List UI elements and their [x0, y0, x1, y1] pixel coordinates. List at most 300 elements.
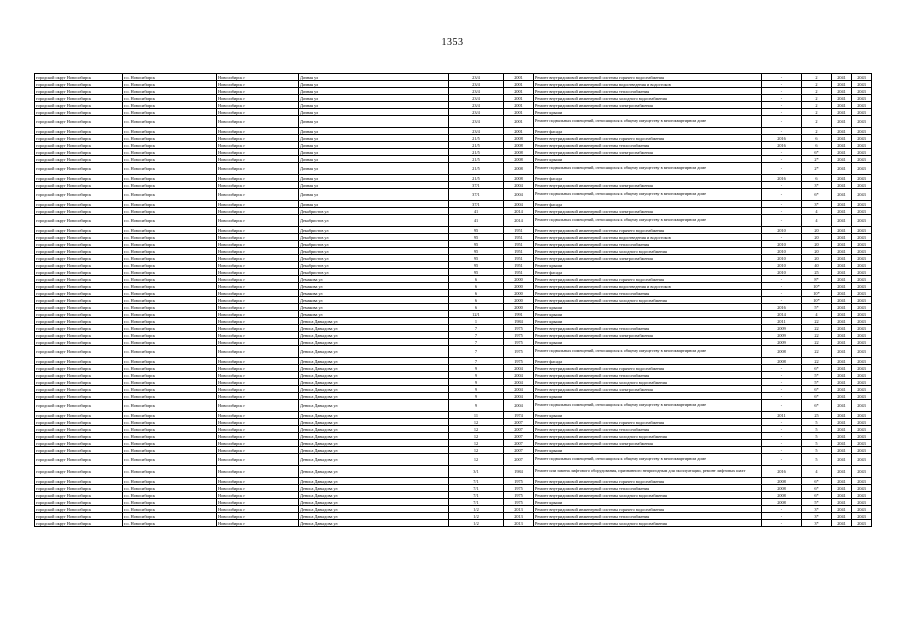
work-type-cell: Ремонт внутридомовой инженерной системы электроснабжения — [534, 182, 762, 189]
plan-end-cell: 2043 — [852, 262, 872, 269]
district-cell: г.о. Новосибирск — [123, 175, 217, 182]
table-row — [35, 492, 872, 499]
street-cell: Дениса Давыдова ул — [299, 433, 449, 440]
district-cell: г.о. Новосибирск — [123, 393, 217, 400]
plan-end-cell: 2043 — [852, 297, 872, 304]
count-cell: 2 — [802, 128, 832, 135]
municipality-cell: городской округ Новосибирск — [35, 520, 123, 527]
plan-end-cell: 2043 — [852, 156, 872, 163]
municipality-cell: городской округ Новосибирск — [35, 499, 123, 506]
count-cell: 3* — [802, 182, 832, 189]
work-type-cell: Ремонт крыши — [534, 109, 762, 116]
municipality-cell: городской округ Новосибирск — [35, 365, 123, 372]
work-type-cell: Ремонт внутридомовой инженерной системы холодного водоснабжения — [534, 520, 762, 527]
city-cell: Новосибирск г — [217, 499, 299, 506]
plan-end-cell: 2043 — [852, 419, 872, 426]
street-cell: Дениса Давыдова ул — [299, 365, 449, 372]
work-type-cell: Ремонт внутридомовой инженерной системы холодного водоснабжения — [534, 95, 762, 102]
plan-end-cell: 2043 — [852, 149, 872, 156]
count-cell: 6* — [802, 485, 832, 492]
municipality-cell: городской округ Новосибирск — [35, 142, 123, 149]
plan-end-cell: 2043 — [852, 290, 872, 297]
table-row — [35, 318, 872, 325]
plan-end-cell: 2043 — [852, 276, 872, 283]
last-repair-year-cell: - — [762, 290, 802, 297]
plan-start-cell: 2041 — [832, 102, 852, 109]
street-cell: Дениса Давыдова ул — [299, 513, 449, 520]
table-row — [35, 412, 872, 419]
count-cell: 5* — [802, 379, 832, 386]
count-cell: 6* — [802, 400, 832, 412]
city-cell: Новосибирск г — [217, 379, 299, 386]
build-year-cell: 2013 — [504, 520, 534, 527]
build-year-cell: 1951 — [504, 269, 534, 276]
plan-start-cell: 2041 — [832, 142, 852, 149]
city-cell: Новосибирск г — [217, 269, 299, 276]
build-year-cell: 2001 — [504, 88, 534, 95]
table-row — [35, 283, 872, 290]
work-type-cell: Ремонт внутридомовой инженерной системы теплоснабжения — [534, 372, 762, 379]
house-cell: 95 — [449, 269, 504, 276]
last-repair-year-cell: - — [762, 116, 802, 128]
city-cell: Новосибирск г — [217, 262, 299, 269]
house-cell: 12 — [449, 433, 504, 440]
city-cell: Новосибирск г — [217, 234, 299, 241]
city-cell: Новосибирск г — [217, 276, 299, 283]
city-cell: Новосибирск г — [217, 325, 299, 332]
table-row — [35, 262, 872, 269]
count-cell: 3* — [802, 513, 832, 520]
plan-start-cell: 2041 — [832, 88, 852, 95]
street-cell: Дачная ул — [299, 109, 449, 116]
house-cell: 1/2 — [449, 513, 504, 520]
plan-end-cell: 2043 — [852, 163, 872, 175]
work-type-cell: Ремонт внутридомовой инженерной системы горячего водоснабжения — [534, 419, 762, 426]
last-repair-year-cell: 2016 — [762, 135, 802, 142]
municipality-cell: городской округ Новосибирск — [35, 412, 123, 419]
count-cell: 20 — [802, 248, 832, 255]
municipality-cell: городской округ Новосибирск — [35, 332, 123, 339]
plan-end-cell: 2043 — [852, 339, 872, 346]
last-repair-year-cell: 2008 — [762, 485, 802, 492]
municipality-cell: городской округ Новосибирск — [35, 102, 123, 109]
house-cell: 12 — [449, 447, 504, 454]
municipality-cell: городской округ Новосибирск — [35, 149, 123, 156]
house-cell: 7 — [449, 339, 504, 346]
table-row — [35, 269, 872, 276]
street-cell: Декабристов ул — [299, 241, 449, 248]
street-cell: Дениса Давыдова ул — [299, 400, 449, 412]
plan-start-cell: 2041 — [832, 466, 852, 478]
plan-start-cell: 2041 — [832, 269, 852, 276]
plan-start-cell: 2041 — [832, 201, 852, 208]
municipality-cell: городской округ Новосибирск — [35, 304, 123, 311]
house-cell: 7/1 — [449, 499, 504, 506]
table-row — [35, 290, 872, 297]
last-repair-year-cell: 2008 — [762, 492, 802, 499]
municipality-cell: городской округ Новосибирск — [35, 241, 123, 248]
last-repair-year-cell: 2011 — [762, 318, 802, 325]
district-cell: г.о. Новосибирск — [123, 372, 217, 379]
plan-end-cell: 2043 — [852, 311, 872, 318]
district-cell: г.о. Новосибирск — [123, 262, 217, 269]
house-cell: 12 — [449, 419, 504, 426]
last-repair-year-cell: 2008 — [762, 346, 802, 358]
street-cell: Декабристов ул — [299, 208, 449, 215]
count-cell: 4 — [802, 215, 832, 227]
work-type-cell: Ремонт внутридомовой инженерной системы теплоснабжения — [534, 142, 762, 149]
plan-start-cell: 2041 — [832, 499, 852, 506]
work-type-cell: Ремонт внутридомовой инженерной системы холодного водоснабжения — [534, 297, 762, 304]
municipality-cell: городской округ Новосибирск — [35, 182, 123, 189]
district-cell: г.о. Новосибирск — [123, 433, 217, 440]
plan-end-cell: 2043 — [852, 201, 872, 208]
plan-end-cell: 2043 — [852, 372, 872, 379]
work-type-cell: Ремонт внутридомовой инженерной системы водоотведения и водостоков — [534, 81, 762, 88]
city-cell: Новосибирск г — [217, 241, 299, 248]
plan-end-cell: 2043 — [852, 175, 872, 182]
count-cell: 20 — [802, 241, 832, 248]
last-repair-year-cell: 2008 — [762, 499, 802, 506]
count-cell: 3* — [802, 506, 832, 513]
house-cell: 95 — [449, 248, 504, 255]
table-row — [35, 433, 872, 440]
plan-start-cell: 2041 — [832, 346, 852, 358]
work-type-cell: Ремонт внутридомовой инженерной системы электроснабжения — [534, 386, 762, 393]
house-cell: 1 — [449, 318, 504, 325]
last-repair-year-cell: - — [762, 215, 802, 227]
work-type-cell: Ремонт внутридомовой инженерной системы электроснабжения — [534, 208, 762, 215]
table-row — [35, 234, 872, 241]
city-cell: Новосибирск г — [217, 142, 299, 149]
count-cell: 5* — [802, 372, 832, 379]
house-cell: 95 — [449, 255, 504, 262]
street-cell: Дениса Давыдова ул — [299, 379, 449, 386]
district-cell: г.о. Новосибирск — [123, 318, 217, 325]
plan-end-cell: 2043 — [852, 95, 872, 102]
table-row — [35, 393, 872, 400]
plan-start-cell: 2041 — [832, 149, 852, 156]
work-type-cell: Ремонт крыши — [534, 412, 762, 419]
build-year-cell: 2004 — [504, 365, 534, 372]
district-cell: г.о. Новосибирск — [123, 241, 217, 248]
municipality-cell: городской округ Новосибирск — [35, 269, 123, 276]
district-cell: г.о. Новосибирск — [123, 88, 217, 95]
work-type-cell: Ремонт внутридомовой инженерной системы холодного водоснабжения — [534, 433, 762, 440]
plan-end-cell: 2043 — [852, 227, 872, 234]
plan-end-cell: 2043 — [852, 248, 872, 255]
build-year-cell: 2013 — [504, 513, 534, 520]
plan-start-cell: 2041 — [832, 311, 852, 318]
work-type-cell: Ремонт подвальных помещений, относящихся к общему имуществу в многоквартирном доме — [534, 454, 762, 466]
plan-end-cell: 2043 — [852, 492, 872, 499]
district-cell: г.о. Новосибирск — [123, 142, 217, 149]
municipality-cell: городской округ Новосибирск — [35, 234, 123, 241]
municipality-cell: городской округ Новосибирск — [35, 393, 123, 400]
city-cell: Новосибирск г — [217, 149, 299, 156]
street-cell: Демакова ул — [299, 297, 449, 304]
district-cell: г.о. Новосибирск — [123, 189, 217, 201]
street-cell: Дачная ул — [299, 156, 449, 163]
build-year-cell: 2000 — [504, 290, 534, 297]
last-repair-year-cell: 2010 — [762, 262, 802, 269]
build-year-cell: 2008 — [504, 175, 534, 182]
municipality-cell: городской округ Новосибирск — [35, 419, 123, 426]
plan-start-cell: 2041 — [832, 365, 852, 372]
build-year-cell: 1974 — [504, 412, 534, 419]
last-repair-year-cell: 2008 — [762, 478, 802, 485]
build-year-cell: 2001 — [504, 74, 534, 81]
city-cell: Новосибирск г — [217, 492, 299, 499]
city-cell: Новосибирск г — [217, 215, 299, 227]
house-cell: 37/1 — [449, 201, 504, 208]
work-type-cell: Ремонт внутридомовой инженерной системы электроснабжения — [534, 440, 762, 447]
count-cell: 10* — [802, 290, 832, 297]
plan-start-cell: 2041 — [832, 116, 852, 128]
table-row — [35, 506, 872, 513]
table-row — [35, 440, 872, 447]
table-row — [35, 386, 872, 393]
district-cell: г.о. Новосибирск — [123, 440, 217, 447]
count-cell: 22 — [802, 358, 832, 365]
plan-start-cell: 2041 — [832, 135, 852, 142]
last-repair-year-cell: 2009 — [762, 325, 802, 332]
street-cell: Дениса Давыдова ул — [299, 520, 449, 527]
plan-end-cell: 2043 — [852, 412, 872, 419]
street-cell: Дениса Давыдова ул — [299, 447, 449, 454]
district-cell: г.о. Новосибирск — [123, 447, 217, 454]
district-cell: г.о. Новосибирск — [123, 412, 217, 419]
build-year-cell: 2001 — [504, 116, 534, 128]
house-cell: 95 — [449, 262, 504, 269]
work-type-cell: Ремонт крыши — [534, 447, 762, 454]
work-type-cell: Ремонт внутридомовой инженерной системы холодного водоснабжения — [534, 379, 762, 386]
plan-end-cell: 2043 — [852, 142, 872, 149]
municipality-cell: городской округ Новосибирск — [35, 175, 123, 182]
table-row — [35, 81, 872, 88]
build-year-cell: 2007 — [504, 433, 534, 440]
table-row — [35, 372, 872, 379]
work-type-cell: Ремонт фасада — [534, 358, 762, 365]
house-cell: 23/4 — [449, 116, 504, 128]
street-cell: Дениса Давыдова ул — [299, 506, 449, 513]
street-cell: Дачная ул — [299, 81, 449, 88]
street-cell: Дачная ул — [299, 95, 449, 102]
table-row — [35, 419, 872, 426]
work-type-cell: Ремонт внутридомовой инженерной системы теплоснабжения — [534, 241, 762, 248]
street-cell: Дачная ул — [299, 135, 449, 142]
work-type-cell: Ремонт крыши — [534, 262, 762, 269]
municipality-cell: городской округ Новосибирск — [35, 290, 123, 297]
last-repair-year-cell: - — [762, 419, 802, 426]
work-type-cell: Ремонт крыши — [534, 156, 762, 163]
work-type-cell: Ремонт подвальных помещений, относящихся к общему имуществу в многоквартирном доме — [534, 215, 762, 227]
work-type-cell: Ремонт внутридомовой инженерной системы водоотведения и водостоков — [534, 283, 762, 290]
city-cell: Новосибирск г — [217, 339, 299, 346]
plan-start-cell: 2041 — [832, 478, 852, 485]
street-cell: Дениса Давыдова ул — [299, 372, 449, 379]
last-repair-year-cell: 2010 — [762, 248, 802, 255]
count-cell: 4 — [802, 466, 832, 478]
plan-end-cell: 2043 — [852, 454, 872, 466]
district-cell: г.о. Новосибирск — [123, 81, 217, 88]
house-cell: 6 — [449, 276, 504, 283]
municipality-cell: городской округ Новосибирск — [35, 135, 123, 142]
municipality-cell: городской округ Новосибирск — [35, 74, 123, 81]
district-cell: г.о. Новосибирск — [123, 116, 217, 128]
street-cell: Дачная ул — [299, 182, 449, 189]
count-cell: 6* — [802, 149, 832, 156]
city-cell: Новосибирск г — [217, 128, 299, 135]
street-cell: Дениса Давыдова ул — [299, 386, 449, 393]
municipality-cell: городской округ Новосибирск — [35, 440, 123, 447]
house-cell: 21/5 — [449, 149, 504, 156]
last-repair-year-cell: - — [762, 433, 802, 440]
plan-end-cell: 2043 — [852, 520, 872, 527]
district-cell: г.о. Новосибирск — [123, 109, 217, 116]
city-cell: Новосибирск г — [217, 433, 299, 440]
municipality-cell: городской округ Новосибирск — [35, 128, 123, 135]
city-cell: Новосибирск г — [217, 135, 299, 142]
house-cell: 23/4 — [449, 109, 504, 116]
plan-start-cell: 2041 — [832, 379, 852, 386]
house-cell: 1/2 — [449, 506, 504, 513]
work-type-cell: Ремонт внутридомовой инженерной системы электроснабжения — [534, 149, 762, 156]
plan-end-cell: 2043 — [852, 332, 872, 339]
plan-start-cell: 2041 — [832, 283, 852, 290]
count-cell: 5 — [802, 419, 832, 426]
last-repair-year-cell: - — [762, 447, 802, 454]
table-row — [35, 102, 872, 109]
last-repair-year-cell: - — [762, 128, 802, 135]
city-cell: Новосибирск г — [217, 189, 299, 201]
house-cell: 41 — [449, 208, 504, 215]
plan-start-cell: 2041 — [832, 248, 852, 255]
table-row — [35, 365, 872, 372]
city-cell: Новосибирск г — [217, 74, 299, 81]
plan-end-cell: 2043 — [852, 393, 872, 400]
work-type-cell: Ремонт крыши — [534, 499, 762, 506]
street-cell: Дениса Давыдова ул — [299, 419, 449, 426]
plan-end-cell: 2043 — [852, 182, 872, 189]
city-cell: Новосибирск г — [217, 182, 299, 189]
last-repair-year-cell: 2014 — [762, 311, 802, 318]
build-year-cell: 1991 — [504, 311, 534, 318]
city-cell: Новосибирск г — [217, 156, 299, 163]
plan-end-cell: 2043 — [852, 440, 872, 447]
work-type-cell: Ремонт крыши — [534, 339, 762, 346]
municipality-cell: городской округ Новосибирск — [35, 255, 123, 262]
street-cell: Дениса Давыдова ул — [299, 412, 449, 419]
house-cell: 12 — [449, 426, 504, 433]
district-cell: г.о. Новосибирск — [123, 248, 217, 255]
table-row — [35, 304, 872, 311]
last-repair-year-cell: 2010 — [762, 255, 802, 262]
street-cell: Дачная ул — [299, 201, 449, 208]
plan-end-cell: 2043 — [852, 189, 872, 201]
city-cell: Новосибирск г — [217, 283, 299, 290]
plan-start-cell: 2041 — [832, 358, 852, 365]
house-cell: 9 — [449, 372, 504, 379]
plan-end-cell: 2043 — [852, 102, 872, 109]
district-cell: г.о. Новосибирск — [123, 215, 217, 227]
work-type-cell: Ремонт внутридомовой инженерной системы горячего водоснабжения — [534, 506, 762, 513]
district-cell: г.о. Новосибирск — [123, 163, 217, 175]
plan-start-cell: 2041 — [832, 318, 852, 325]
last-repair-year-cell: - — [762, 506, 802, 513]
work-type-cell: Ремонт внутридомовой инженерной системы электроснабжения — [534, 332, 762, 339]
work-type-cell: Ремонт фасада — [534, 128, 762, 135]
city-cell: Новосибирск г — [217, 88, 299, 95]
build-year-cell: 1984 — [504, 466, 534, 478]
count-cell: 2 — [802, 81, 832, 88]
city-cell: Новосибирск г — [217, 311, 299, 318]
build-year-cell: 1951 — [504, 241, 534, 248]
table-row — [35, 485, 872, 492]
street-cell: Декабристов ул — [299, 234, 449, 241]
table-row — [35, 175, 872, 182]
plan-end-cell: 2043 — [852, 109, 872, 116]
plan-end-cell: 2043 — [852, 478, 872, 485]
build-year-cell: 2001 — [504, 95, 534, 102]
plan-start-cell: 2041 — [832, 454, 852, 466]
municipality-cell: городской округ Новосибирск — [35, 248, 123, 255]
city-cell: Новосибирск г — [217, 386, 299, 393]
count-cell: 22 — [802, 346, 832, 358]
house-cell: 9 — [449, 400, 504, 412]
last-repair-year-cell: - — [762, 88, 802, 95]
plan-start-cell: 2041 — [832, 433, 852, 440]
plan-end-cell: 2043 — [852, 325, 872, 332]
build-year-cell: 2001 — [504, 109, 534, 116]
plan-start-cell: 2041 — [832, 393, 852, 400]
count-cell: 5 — [802, 440, 832, 447]
municipality-cell: городской округ Новосибирск — [35, 485, 123, 492]
municipality-cell: городской округ Новосибирск — [35, 346, 123, 358]
house-cell: 1/2 — [449, 520, 504, 527]
build-year-cell: 1951 — [504, 234, 534, 241]
last-repair-year-cell: - — [762, 365, 802, 372]
plan-start-cell: 2041 — [832, 262, 852, 269]
work-type-cell: Ремонт крыши — [534, 318, 762, 325]
table-row — [35, 400, 872, 412]
count-cell: 5 — [802, 433, 832, 440]
count-cell: 5* — [802, 499, 832, 506]
last-repair-year-cell: - — [762, 400, 802, 412]
plan-start-cell: 2041 — [832, 513, 852, 520]
municipality-cell: городской округ Новосибирск — [35, 262, 123, 269]
last-repair-year-cell: - — [762, 201, 802, 208]
house-cell: 21/5 — [449, 175, 504, 182]
house-cell: 21/5 — [449, 135, 504, 142]
municipality-cell: городской округ Новосибирск — [35, 311, 123, 318]
municipality-cell: городской округ Новосибирск — [35, 426, 123, 433]
street-cell: Дениса Давыдова ул — [299, 466, 449, 478]
count-cell: 6* — [802, 386, 832, 393]
table-row — [35, 182, 872, 189]
table-row — [35, 163, 872, 175]
count-cell: 10* — [802, 297, 832, 304]
house-cell: 7 — [449, 346, 504, 358]
plan-start-cell: 2041 — [832, 520, 852, 527]
count-cell: 25 — [802, 269, 832, 276]
last-repair-year-cell: - — [762, 163, 802, 175]
work-type-cell: Ремонт подвальных помещений, относящихся к общему имуществу в многоквартирном доме — [534, 346, 762, 358]
table-row — [35, 227, 872, 234]
city-cell: Новосибирск г — [217, 81, 299, 88]
build-year-cell: 1975 — [504, 499, 534, 506]
district-cell: г.о. Новосибирск — [123, 454, 217, 466]
